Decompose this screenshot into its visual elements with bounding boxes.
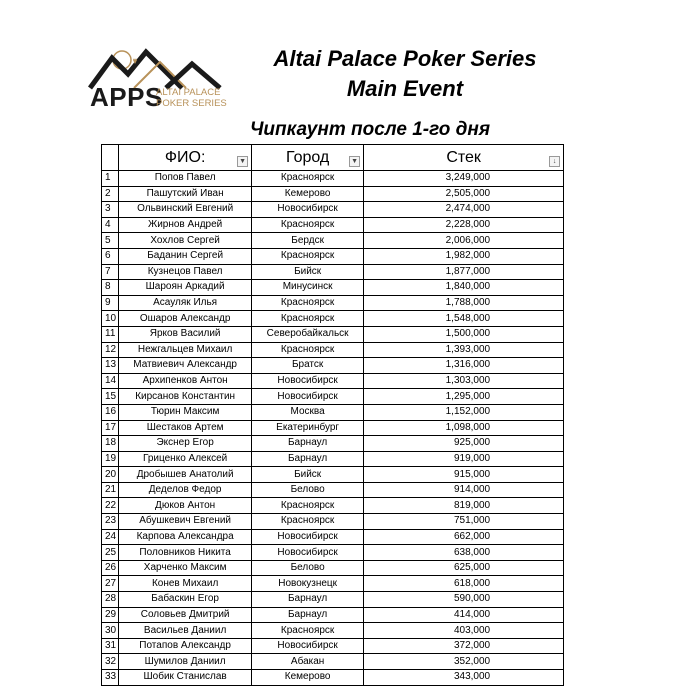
table-row [102,202,564,218]
city-cell: Бийск [252,264,364,280]
city-cell: Белово [252,482,364,498]
player-name-cell: Кирсанов Константин [119,389,252,405]
table-row [102,342,564,358]
rank-cell: 20 [102,467,119,483]
table-row [102,311,564,327]
stack-cell: 414,000 [364,607,564,623]
stack-cell: 914,000 [364,482,564,498]
sort-descending-icon[interactable]: ↓ [549,156,560,167]
name-header-label: ФИО: [164,148,206,166]
player-name-cell: Асауляк Илья [119,295,252,311]
player-name-cell: Гриценко Алексей [119,451,252,467]
city-cell: Белово [252,560,364,576]
player-name-cell: Шобик Станислав [119,670,252,686]
city-header-label: Город [285,148,330,166]
table-row [102,451,564,467]
rank-cell: 27 [102,576,119,592]
city-cell: Москва [252,404,364,420]
city-cell: Красноярск [252,311,364,327]
city-cell: Красноярск [252,295,364,311]
table-row [102,248,564,264]
player-name-cell: Баданин Сергей [119,248,252,264]
stack-cell: 925,000 [364,436,564,452]
city-cell: Новосибирск [252,545,364,561]
player-name-cell: Попов Павел [119,171,252,187]
table-row [102,420,564,436]
table-row [102,217,564,233]
city-cell: Новокузнецк [252,576,364,592]
stack-cell: 403,000 [364,623,564,639]
city-cell: Бердск [252,233,364,249]
table-row [102,514,564,530]
rank-cell: 2 [102,186,119,202]
chipcount-subtitle: Чипкаунт после 1-го дня [249,119,491,140]
stack-cell: 2,474,000 [364,202,564,218]
rank-cell: 32 [102,654,119,670]
stack-cell: 3,249,000 [364,171,564,187]
city-cell: Барнаул [252,436,364,452]
table-row [102,670,564,686]
city-cell: Барнаул [252,451,364,467]
table-row [102,295,564,311]
rank-cell: 3 [102,202,119,218]
player-name-cell: Хохлов Сергей [119,233,252,249]
city-cell: Минусинск [252,280,364,296]
apps-logo [88,44,227,116]
rank-cell: 18 [102,436,119,452]
rank-column-header [102,145,119,171]
city-cell: Новосибирск [252,638,364,654]
table-row [102,545,564,561]
player-name-cell: Абушкевич Евгений [119,514,252,530]
stack-cell: 1,098,000 [364,420,564,436]
city-cell: Бийск [252,467,364,483]
rank-cell: 11 [102,326,119,342]
document-title: Altai Palace Poker Series [273,46,537,71]
stack-cell: 625,000 [364,560,564,576]
stack-cell: 819,000 [364,498,564,514]
rank-cell: 15 [102,389,119,405]
table-row [102,280,564,296]
table-row [102,404,564,420]
player-name-cell: Пашутский Иван [119,186,252,202]
stack-cell: 1,840,000 [364,280,564,296]
city-cell: Кемерово [252,670,364,686]
player-name-cell: Соловьев Дмитрий [119,607,252,623]
rank-cell: 1 [102,171,119,187]
rank-cell: 6 [102,248,119,264]
rank-cell: 25 [102,545,119,561]
city-cell: Новосибирск [252,202,364,218]
rank-cell: 33 [102,670,119,686]
player-name-cell: Дюков Антон [119,498,252,514]
table-row [102,529,564,545]
stack-cell: 1,295,000 [364,389,564,405]
player-name-cell: Жирнов Андрей [119,217,252,233]
player-name-cell: Бабаскин Егор [119,592,252,608]
city-cell: Барнаул [252,607,364,623]
table-row [102,171,564,187]
stack-cell: 1,548,000 [364,311,564,327]
stack-cell: 919,000 [364,451,564,467]
rank-cell: 10 [102,311,119,327]
city-cell: Екатеринбург [252,420,364,436]
player-name-cell: Ярков Василий [119,326,252,342]
table-row [102,436,564,452]
city-cell: Новосибирск [252,529,364,545]
rank-cell: 24 [102,529,119,545]
player-name-cell: Шумилов Даниил [119,654,252,670]
name-column-header [119,145,252,171]
stack-cell: 2,505,000 [364,186,564,202]
stack-column-header [364,145,564,171]
table-row [102,264,564,280]
city-cell: Новосибирск [252,389,364,405]
logo-brand-text: APPS [90,82,163,112]
stack-cell: 638,000 [364,545,564,561]
rank-cell: 14 [102,373,119,389]
player-name-cell: Половников Никита [119,545,252,561]
table-row [102,607,564,623]
city-cell: Красноярск [252,342,364,358]
stack-cell: 1,303,000 [364,373,564,389]
rank-cell: 31 [102,638,119,654]
stack-header-label: Стек [446,148,481,166]
stack-cell: 590,000 [364,592,564,608]
rank-cell: 23 [102,514,119,530]
rank-cell: 7 [102,264,119,280]
player-name-cell: Нежгальцев Михаил [119,342,252,358]
city-cell: Новосибирск [252,373,364,389]
stack-cell: 915,000 [364,467,564,483]
rank-cell: 9 [102,295,119,311]
player-name-cell: Конев Михаил [119,576,252,592]
rank-cell: 17 [102,420,119,436]
dropdown-arrow-icon[interactable]: ▼ [349,156,360,167]
player-name-cell: Ошаров Александр [119,311,252,327]
city-cell: Красноярск [252,514,364,530]
table-row [102,560,564,576]
stack-cell: 2,228,000 [364,217,564,233]
player-name-cell: Матвиевич Александр [119,358,252,374]
rank-cell: 29 [102,607,119,623]
stack-cell: 618,000 [364,576,564,592]
rank-cell: 13 [102,358,119,374]
player-name-cell: Шароян Аркадий [119,280,252,296]
stack-cell: 1,982,000 [364,248,564,264]
player-name-cell: Тюрин Максим [119,404,252,420]
stack-cell: 343,000 [364,670,564,686]
player-name-cell: Ольвинский Евгений [119,202,252,218]
city-column-header [252,145,364,171]
player-name-cell: Кузнецов Павел [119,264,252,280]
rank-cell: 22 [102,498,119,514]
stack-cell: 662,000 [364,529,564,545]
table-row [102,654,564,670]
player-name-cell: Архипенков Антон [119,373,252,389]
player-name-cell: Потапов Александр [119,638,252,654]
stack-cell: 1,877,000 [364,264,564,280]
city-cell: Красноярск [252,217,364,233]
rank-cell: 5 [102,233,119,249]
table-row [102,498,564,514]
table-row [102,638,564,654]
stack-cell: 1,316,000 [364,358,564,374]
city-cell: Кемерово [252,186,364,202]
table-row [102,482,564,498]
city-cell: Барнаул [252,592,364,608]
logo-subtitle-line1: ALTAI PALACE [156,87,221,98]
stack-cell: 372,000 [364,638,564,654]
city-cell: Абакан [252,654,364,670]
rank-cell: 28 [102,592,119,608]
player-name-cell: Дробышев Анатолий [119,467,252,483]
table-row [102,233,564,249]
player-name-cell: Харченко Максим [119,560,252,576]
table-row [102,389,564,405]
player-name-cell: Карпова Александра [119,529,252,545]
stack-cell: 1,393,000 [364,342,564,358]
city-cell: Красноярск [252,623,364,639]
player-name-cell: Шестаков Артем [119,420,252,436]
stack-cell: 2,006,000 [364,233,564,249]
stack-cell: 352,000 [364,654,564,670]
chipcount-table [101,144,564,686]
player-name-cell: Экснер Егор [119,436,252,452]
table-row [102,186,564,202]
dropdown-arrow-icon[interactable]: ▼ [237,156,248,167]
stack-cell: 1,500,000 [364,326,564,342]
table-row [102,623,564,639]
rank-cell: 8 [102,280,119,296]
city-cell: Северобайкальск [252,326,364,342]
city-cell: Красноярск [252,248,364,264]
event-title: Main Event [346,76,464,101]
rank-cell: 12 [102,342,119,358]
table-row [102,373,564,389]
table-row [102,358,564,374]
stack-cell: 1,152,000 [364,404,564,420]
table-row [102,467,564,483]
rank-cell: 21 [102,482,119,498]
table-header-row [102,145,564,171]
rank-cell: 16 [102,404,119,420]
player-name-cell: Деделов Федор [119,482,252,498]
rank-cell: 4 [102,217,119,233]
logo-subtitle-line2: POKER SERIES [156,98,227,109]
rank-cell: 26 [102,560,119,576]
city-cell: Красноярск [252,498,364,514]
rank-cell: 19 [102,451,119,467]
stack-cell: 751,000 [364,514,564,530]
table-row [102,326,564,342]
city-cell: Красноярск [252,171,364,187]
stack-cell: 1,788,000 [364,295,564,311]
table-row [102,592,564,608]
table-row [102,576,564,592]
city-cell: Братск [252,358,364,374]
player-name-cell: Васильев Даниил [119,623,252,639]
rank-cell: 30 [102,623,119,639]
